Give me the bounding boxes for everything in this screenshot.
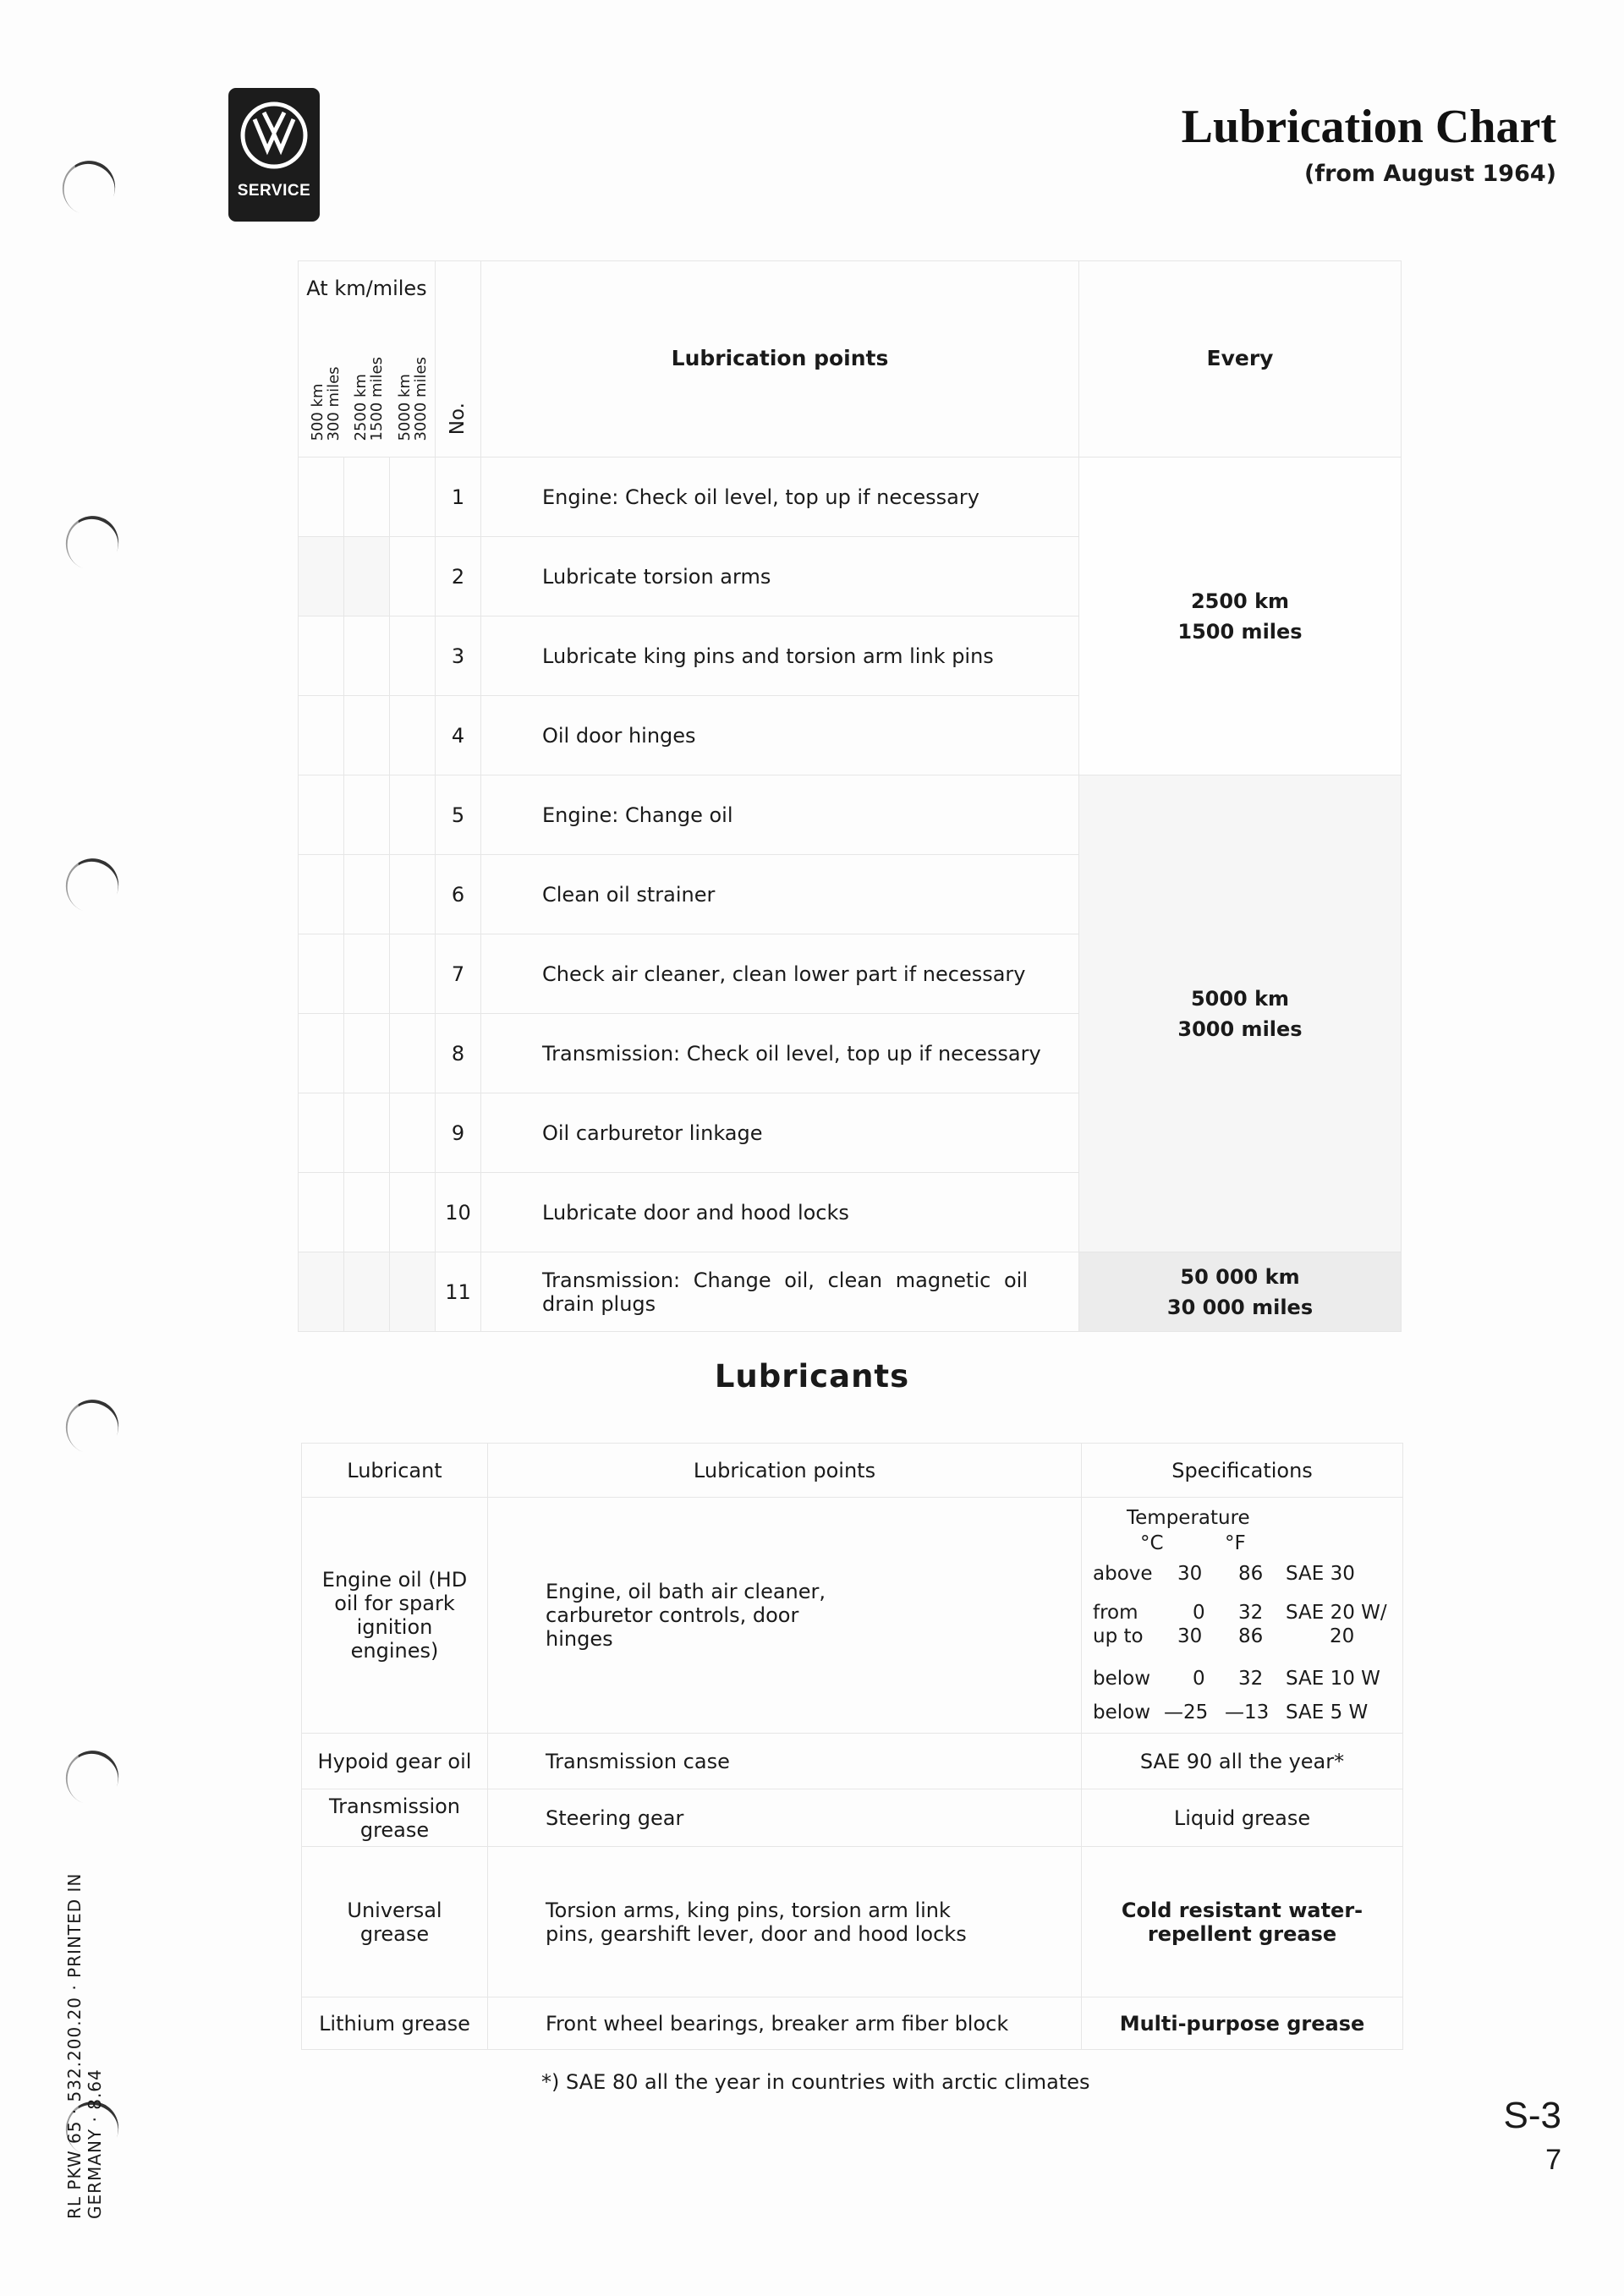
- page-id-block: [1504, 2094, 1561, 2182]
- spec-condition: up to: [1093, 1625, 1144, 1647]
- row-point: Lubricate door and hood locks: [481, 1173, 1079, 1252]
- lubricant-name: Engine oil (HD oil for spark ignition engines): [302, 1498, 488, 1734]
- points-header: Lubrication points: [481, 261, 1079, 458]
- lubricant-col-header: Lubricant: [302, 1444, 488, 1498]
- binder-hole: [58, 851, 126, 919]
- row-number: 6: [436, 855, 481, 934]
- spec-celsius: 0: [1193, 1602, 1205, 1624]
- page-subtitle: (from August 1964): [1303, 161, 1556, 187]
- spec-sae: SAE 20 W/: [1286, 1602, 1387, 1624]
- every-miles: 30 000 miles: [1166, 1295, 1314, 1319]
- interval-header: [299, 261, 436, 458]
- binder-hole: [58, 1743, 126, 1811]
- no-label: No.: [447, 402, 469, 435]
- interval-col-2500: 2500 km 1500 miles: [352, 357, 387, 441]
- lubricant-points: Steering gear: [488, 1789, 1082, 1847]
- row-number: 8: [436, 1014, 481, 1093]
- spec-condition: from: [1093, 1602, 1138, 1624]
- spec-celsius: —25: [1164, 1701, 1209, 1723]
- row-number: 10: [436, 1173, 481, 1252]
- lubricant-spec: Cold resistant water-repellent grease: [1082, 1847, 1403, 1997]
- lubricant-points: Front wheel bearings, breaker arm fiber block: [488, 1997, 1082, 2050]
- page-number: 7: [1545, 2144, 1561, 2176]
- lubricants-header-row: [302, 1444, 1403, 1498]
- interval-col-500: 500 km 300 miles: [308, 366, 343, 441]
- row-point: Engine: Check oil level, top up if necessary: [481, 458, 1079, 537]
- table-row: [302, 1847, 1403, 1997]
- lubricant-name: Lithium grease: [302, 1997, 488, 2050]
- table-row: [302, 1997, 1403, 2050]
- row-number: 2: [436, 537, 481, 616]
- every-5000: [1079, 775, 1402, 1252]
- logo-service-label: SERVICE: [237, 182, 311, 200]
- spec-sae: SAE 30: [1286, 1563, 1355, 1585]
- vw-service-logo: [228, 88, 320, 222]
- lubricants-title: Lubricants: [714, 1358, 910, 1395]
- footnote: *) SAE 80 all the year in countries with arctic climates: [541, 2070, 1090, 2094]
- vw-emblem-icon: [239, 101, 309, 170]
- at-km-miles-label: At km/miles: [306, 277, 427, 300]
- row-point: Oil door hinges: [481, 696, 1079, 775]
- interval-col-5000: 5000 km 3000 miles: [396, 357, 431, 441]
- table-row: [299, 775, 1402, 855]
- spec-fahrenheit: 86: [1238, 1563, 1264, 1585]
- spec-celsius: 30: [1177, 1563, 1203, 1585]
- lubricant-spec: SAE 90 all the year*: [1082, 1734, 1403, 1789]
- temperature-label: Temperature: [1127, 1507, 1250, 1529]
- row-point: Transmission: Check oil level, top up if necessary: [481, 1014, 1079, 1093]
- spec-condition: above: [1093, 1563, 1153, 1585]
- specifications-col-header: Specifications: [1082, 1444, 1403, 1498]
- spec-condition: below: [1093, 1701, 1151, 1723]
- print-reference: RL PKW 65 · 532.200.20 · PRINTED IN GERMANY · 8.64: [64, 1872, 105, 2219]
- row-point: Transmission: Change oil, clean magnetic oil drain plugs: [481, 1252, 1079, 1332]
- spec-fahrenheit: —13: [1225, 1701, 1270, 1723]
- fahrenheit-label: °F: [1225, 1532, 1246, 1554]
- spec-fahrenheit: 86: [1238, 1625, 1264, 1647]
- every-km: 50 000 km: [1180, 1264, 1300, 1289]
- lubricant-points: Transmission case: [488, 1734, 1082, 1789]
- spec-sae: SAE 5 W: [1286, 1701, 1369, 1723]
- table-row: [302, 1789, 1403, 1847]
- every-50000: [1079, 1252, 1402, 1332]
- lubricant-name: Transmission grease: [302, 1789, 488, 1847]
- lubricant-spec: Multi-purpose grease: [1082, 1997, 1403, 2050]
- lubricant-name: Universal grease: [302, 1847, 488, 1997]
- spec-fahrenheit: 32: [1238, 1602, 1264, 1624]
- every-km: 5000 km: [1190, 986, 1290, 1011]
- table-row: [299, 1252, 1402, 1332]
- row-number: 3: [436, 616, 481, 696]
- spec-sae: 20: [1330, 1625, 1355, 1647]
- table-row: [302, 1734, 1403, 1789]
- lubricant-name: Hypoid gear oil: [302, 1734, 488, 1789]
- engine-oil-spec: [1082, 1498, 1403, 1734]
- spec-celsius: 0: [1193, 1668, 1205, 1690]
- every-km: 2500 km: [1190, 589, 1290, 613]
- page-id: S-3: [1503, 2095, 1561, 2136]
- row-point: Lubricate king pins and torsion arm link pins: [481, 616, 1079, 696]
- binder-hole: [55, 153, 123, 222]
- every-miles: 1500 miles: [1177, 619, 1303, 644]
- row-number: 5: [436, 775, 481, 855]
- celsius-label: °C: [1140, 1532, 1164, 1554]
- binder-hole: [58, 508, 126, 577]
- row-number: 1: [436, 458, 481, 537]
- row-point: Lubricate torsion arms: [481, 537, 1079, 616]
- every-header: Every: [1079, 261, 1402, 458]
- every-miles: 3000 miles: [1177, 1016, 1303, 1041]
- row-number: 4: [436, 696, 481, 775]
- spec-sae: SAE 10 W: [1286, 1668, 1380, 1690]
- row-point: Engine: Change oil: [481, 775, 1079, 855]
- lubrication-chart-table: [298, 260, 1402, 1332]
- binder-hole: [58, 1392, 126, 1460]
- table-row: [299, 458, 1402, 537]
- spec-fahrenheit: 32: [1238, 1668, 1264, 1690]
- lubricants-table: [301, 1443, 1403, 2050]
- row-point: Check air cleaner, clean lower part if necessary: [481, 934, 1079, 1014]
- no-header: [436, 261, 481, 458]
- points-col-header: Lubrication points: [488, 1444, 1082, 1498]
- row-point: Clean oil strainer: [481, 855, 1079, 934]
- table-row: [302, 1498, 1403, 1734]
- lubricant-points: Torsion arms, king pins, torsion arm link pins, gearshift lever, door and hood locks: [488, 1847, 1082, 1997]
- row-number: 11: [436, 1252, 481, 1332]
- page-title: Lubrication Chart: [1181, 101, 1556, 153]
- lubricant-points: Engine, oil bath air cleaner, carburetor controls, door hinges: [488, 1498, 1082, 1734]
- spec-condition: below: [1093, 1668, 1151, 1690]
- lubricant-spec: Liquid grease: [1082, 1789, 1403, 1847]
- row-point: Oil carburetor linkage: [481, 1093, 1079, 1173]
- row-number: 9: [436, 1093, 481, 1173]
- row-number: 7: [436, 934, 481, 1014]
- spec-celsius: 30: [1177, 1625, 1203, 1647]
- every-2500: [1079, 458, 1402, 775]
